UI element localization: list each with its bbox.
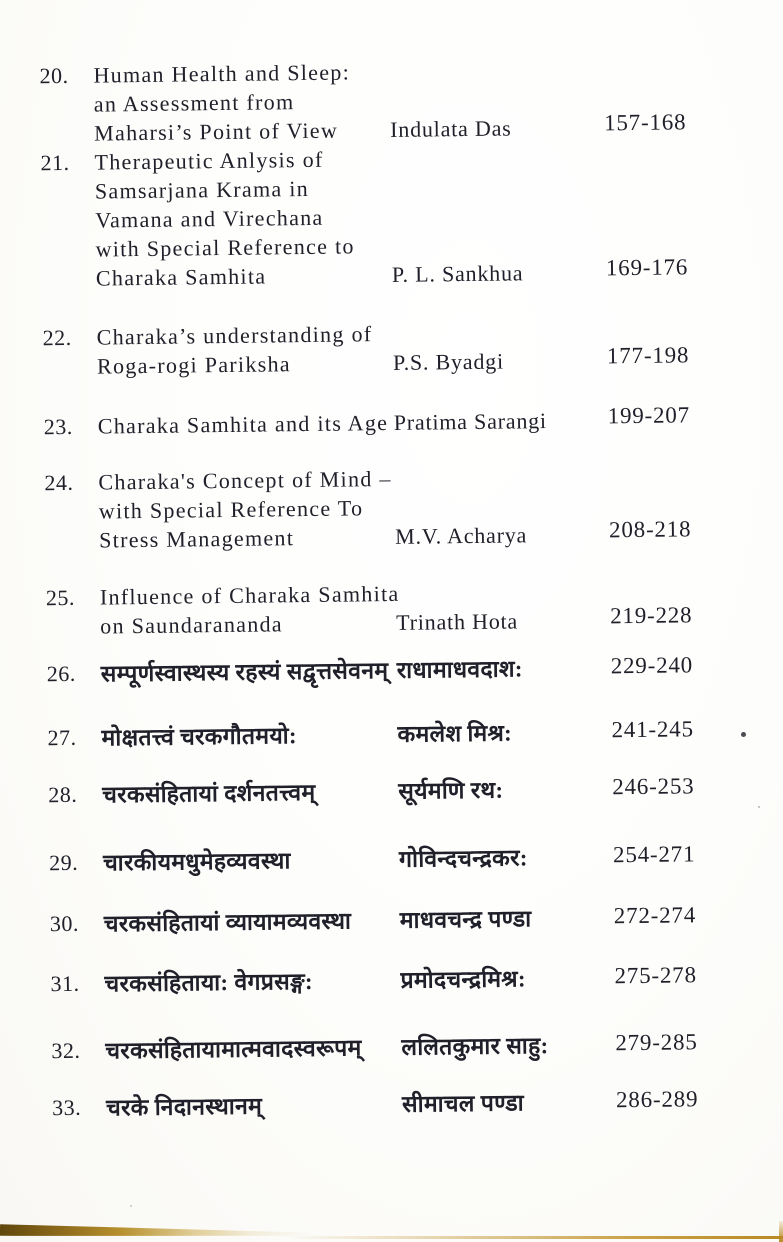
entry-title: Charaka’s understanding of Roga-rogi Pariksha [96,321,373,379]
entry-title: Charaka Samhita and its Age [97,410,389,439]
toc-entry-33 [52,1085,724,1125]
entry-author: Indulata Das [390,115,512,142]
entry-title: Human Health and Sleep: an Assessment from Maharsi’s Point of View [93,59,351,146]
entry-author: M.V. Acharya [394,522,528,549]
entry-author: P.S. Byadgi [392,348,505,375]
entry-number: 22. [42,324,72,351]
entry-author: Pratima Sarangi [393,408,548,435]
entry-title: चरकसंहितायामात्मवादस्वरूपम् [105,1035,362,1064]
scan-speck [130,1205,132,1207]
entry-author: P. L. Sankhua [391,260,524,287]
toc-entry-31 [50,961,722,1001]
toc-entry-20 [39,53,712,148]
scan-speck [741,732,746,737]
entry-author: माधवचन्द्र पण्डा [399,906,532,933]
entry-number: 26. [46,660,76,687]
toc-entry-29 [49,840,721,880]
entry-number: 25. [45,584,76,611]
toc-entry-24 [44,460,717,555]
entry-pages: 246-253 [612,773,695,800]
entry-pages: 275-278 [614,962,697,989]
entry-number: 33. [51,1094,82,1121]
entry-pages: 177-198 [606,342,690,369]
entry-number: 29. [48,849,79,876]
toc-entry-27 [47,715,719,755]
entry-title: चरके निदानस्थानम् [105,1093,263,1121]
entry-pages: 169-176 [605,254,689,281]
entry-number: 31. [50,970,80,997]
entry-author: सीमाचल पण्डा [401,1090,525,1117]
entry-pages: 199-207 [607,402,691,429]
entry-pages: 286-289 [615,1086,699,1113]
entry-pages: 254-271 [612,841,696,868]
toc-entry-30 [50,901,722,941]
entry-pages: 229-240 [610,652,694,679]
toc-entry-23 [44,404,716,441]
entry-number: 27. [47,724,77,751]
scan-speck [758,806,760,808]
entry-number: 21. [40,149,70,176]
entry-author: ललितकुमार साहु: [401,1033,549,1060]
entry-title: चारकीयमधुमेहव्यवस्था [102,848,291,876]
entry-pages: 279-285 [615,1029,698,1056]
entry-title: Therapeutic Anlysis of Samsarjana Krama in Vamana and Virechana with Special Reference to Charaka Samhita [94,146,355,291]
entry-pages: 219-228 [609,602,693,629]
entry-author: प्रमोदचन्द्रमिश्र: [400,966,527,993]
entry-pages: 272-274 [613,902,697,929]
entry-author: सूर्यमणि रथ: [398,777,504,804]
entry-title: चरकसंहितायां व्यायामव्यवस्था [103,908,352,937]
entry-title: चरकसंहिताया: वेगप्रसङ्ग: [104,968,313,997]
entry-author: Trinath Hota [396,608,519,635]
entry-title: मोक्षतत्त्वं चरकगौतमयो: [101,723,298,751]
entry-title: चरकसंहितायां दर्शनतत्त्वम् [102,779,316,808]
entry-number: 24. [44,469,74,496]
toc-entry-25 [46,575,719,641]
entry-pages: 208-218 [608,516,692,543]
toc-entry-22 [43,315,716,381]
toc-entry-28 [48,772,720,812]
entry-pages: 241-245 [611,716,694,743]
entry-title: Charaka's Concept of Mind – with Special Reference To Stress Management [98,465,392,553]
entry-number: 23. [43,413,73,440]
entry-number: 28. [48,781,78,808]
entry-author: गोविन्दचन्द्रकर: [398,845,528,872]
entry-pages: 157-168 [603,109,687,136]
entry-author: कमलेश मिश्र: [397,720,513,747]
toc-entry-21 [40,140,714,293]
entry-number: 32. [51,1037,81,1064]
toc-entry-32 [51,1028,723,1068]
entry-author: राधामाधवदाश: [396,656,523,683]
gilt-book-edge-right [779,1221,783,1242]
entry-number: 30. [49,910,80,937]
entry-title: सम्पूर्णस्वास्थस्य रहस्यं सद्वृत्तसेवनम् [100,658,389,687]
toc-entry-26 [47,651,719,691]
entry-title: Influence of Charaka Samhita on Saundarananda [99,580,400,639]
entry-number: 20. [39,62,69,89]
gilt-book-edge-bottom [285,1236,783,1239]
